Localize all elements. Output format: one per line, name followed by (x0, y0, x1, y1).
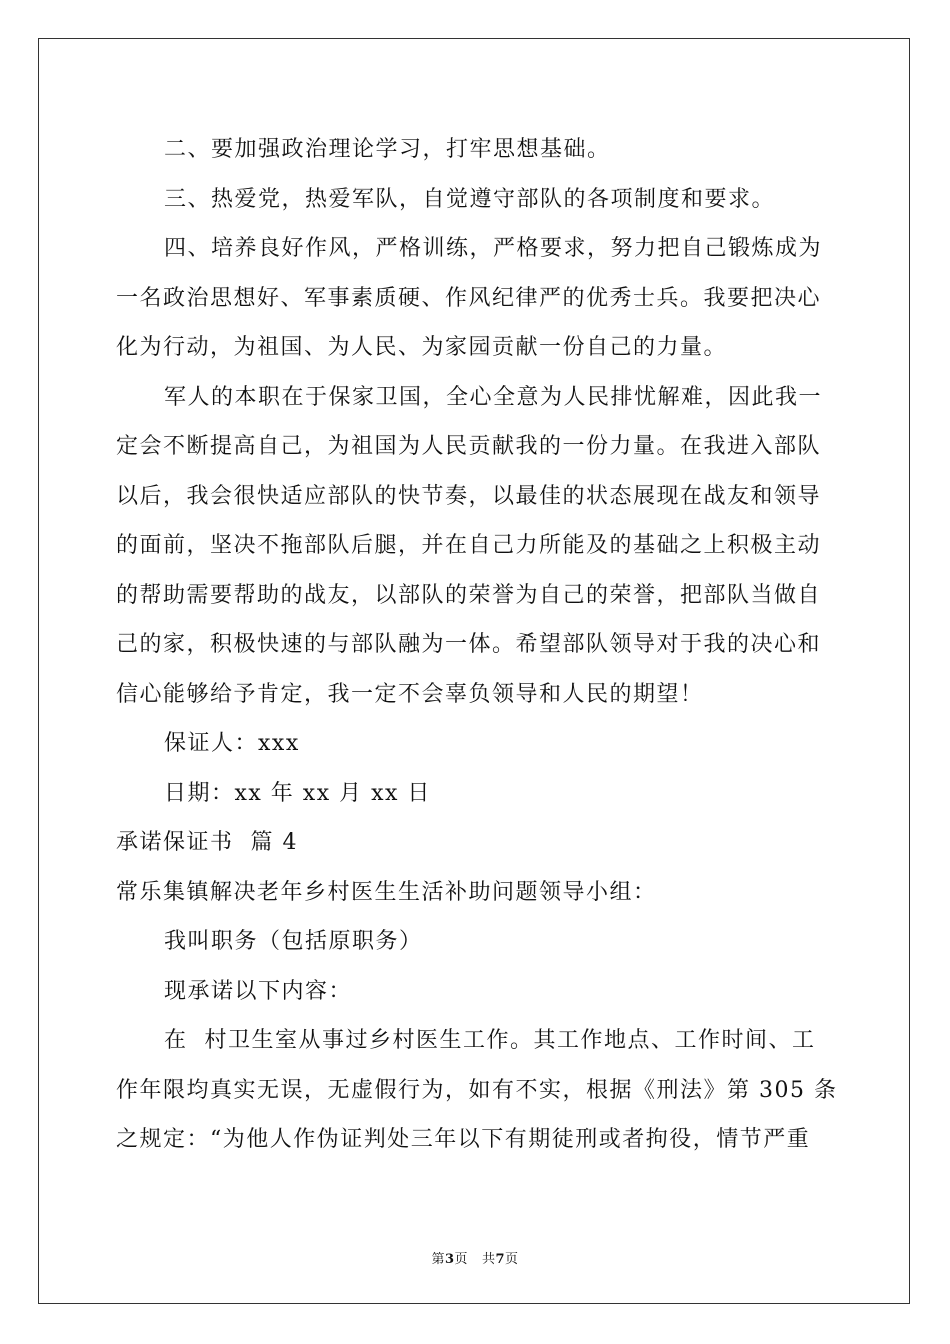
paragraph-line: 三、热爱党，热爱军队，自觉遵守部队的各项制度和要求。 (164, 186, 776, 212)
paragraph-line: 现承诺以下内容： (164, 978, 353, 1004)
paragraph-line: 定会不断提高自己，为祖国为人民贡献我的一份力量。在我进入部队 (116, 434, 822, 459)
paragraph-line: 二、要加强政治理论学习，打牢思想基础。 (164, 137, 611, 162)
paragraph-line: 化为行动，为祖国、为人民、为家园贡献一份自己的力量。 (116, 335, 728, 360)
paragraph-line: 我叫职务（包括原职务） (164, 929, 423, 954)
paragraph-line: 四、培养良好作风，严格训练，严格要求，努力把自己锻炼成为 (164, 236, 823, 261)
paragraph-line: 军人的本职在于保家卫国，全心全意为人民排忧解难，因此我一 (164, 384, 823, 410)
page-footer (0, 1248, 950, 1267)
footer-prefix: 第 (431, 1252, 445, 1267)
footer-suffix: 页 (505, 1252, 519, 1267)
paragraph-line: 的面前，坚决不拖部队后腿，并在自己力所能及的基础之上积极主动 (116, 533, 822, 558)
paragraph-line: 一名政治思想好、军事素质硬、作风纪律严的优秀士兵。我要把决心 (116, 285, 822, 311)
paragraph-line: 作年限均真实无误，无虚假行为，如有不实，根据《刑法》第 305 条 (116, 1077, 838, 1103)
footer-mid: 页 共 (454, 1252, 496, 1267)
guarantor-line: 保证人：xxx (164, 731, 300, 756)
footer-current-page: 3 (445, 1252, 455, 1267)
paragraph-line: 己的家，积极快速的与部队融为一体。希望部队领导对于我的决心和 (116, 632, 822, 657)
paragraph-line: 之规定：“为他人作伪证判处三年以下有期徒刑或者拘役，情节严重 (116, 1127, 811, 1152)
section-heading: 承诺保证书 篇 4 (116, 830, 298, 855)
footer-total-pages: 7 (495, 1252, 505, 1267)
paragraph-line: 在 村卫生室从事过乡村医生工作。其工作地点、工作时间、工 (164, 1028, 816, 1053)
date-line: 日期：xx 年 xx 月 xx 日 (164, 780, 431, 806)
paragraph-line: 信心能够给予肯定，我一定不会辜负领导和人民的期望！ (116, 681, 704, 707)
document-body (116, 130, 836, 1170)
paragraph-line: 的帮助需要帮助的战友，以部队的荣誉为自己的荣誉，把部队当做自 (116, 582, 822, 608)
addressee-line: 常乐集镇解决老年乡村医生生活补助问题领导小组： (116, 879, 657, 905)
paragraph-line: 以后，我会很快适应部队的快节奏，以最佳的状态展现在战友和领导 (116, 483, 822, 509)
